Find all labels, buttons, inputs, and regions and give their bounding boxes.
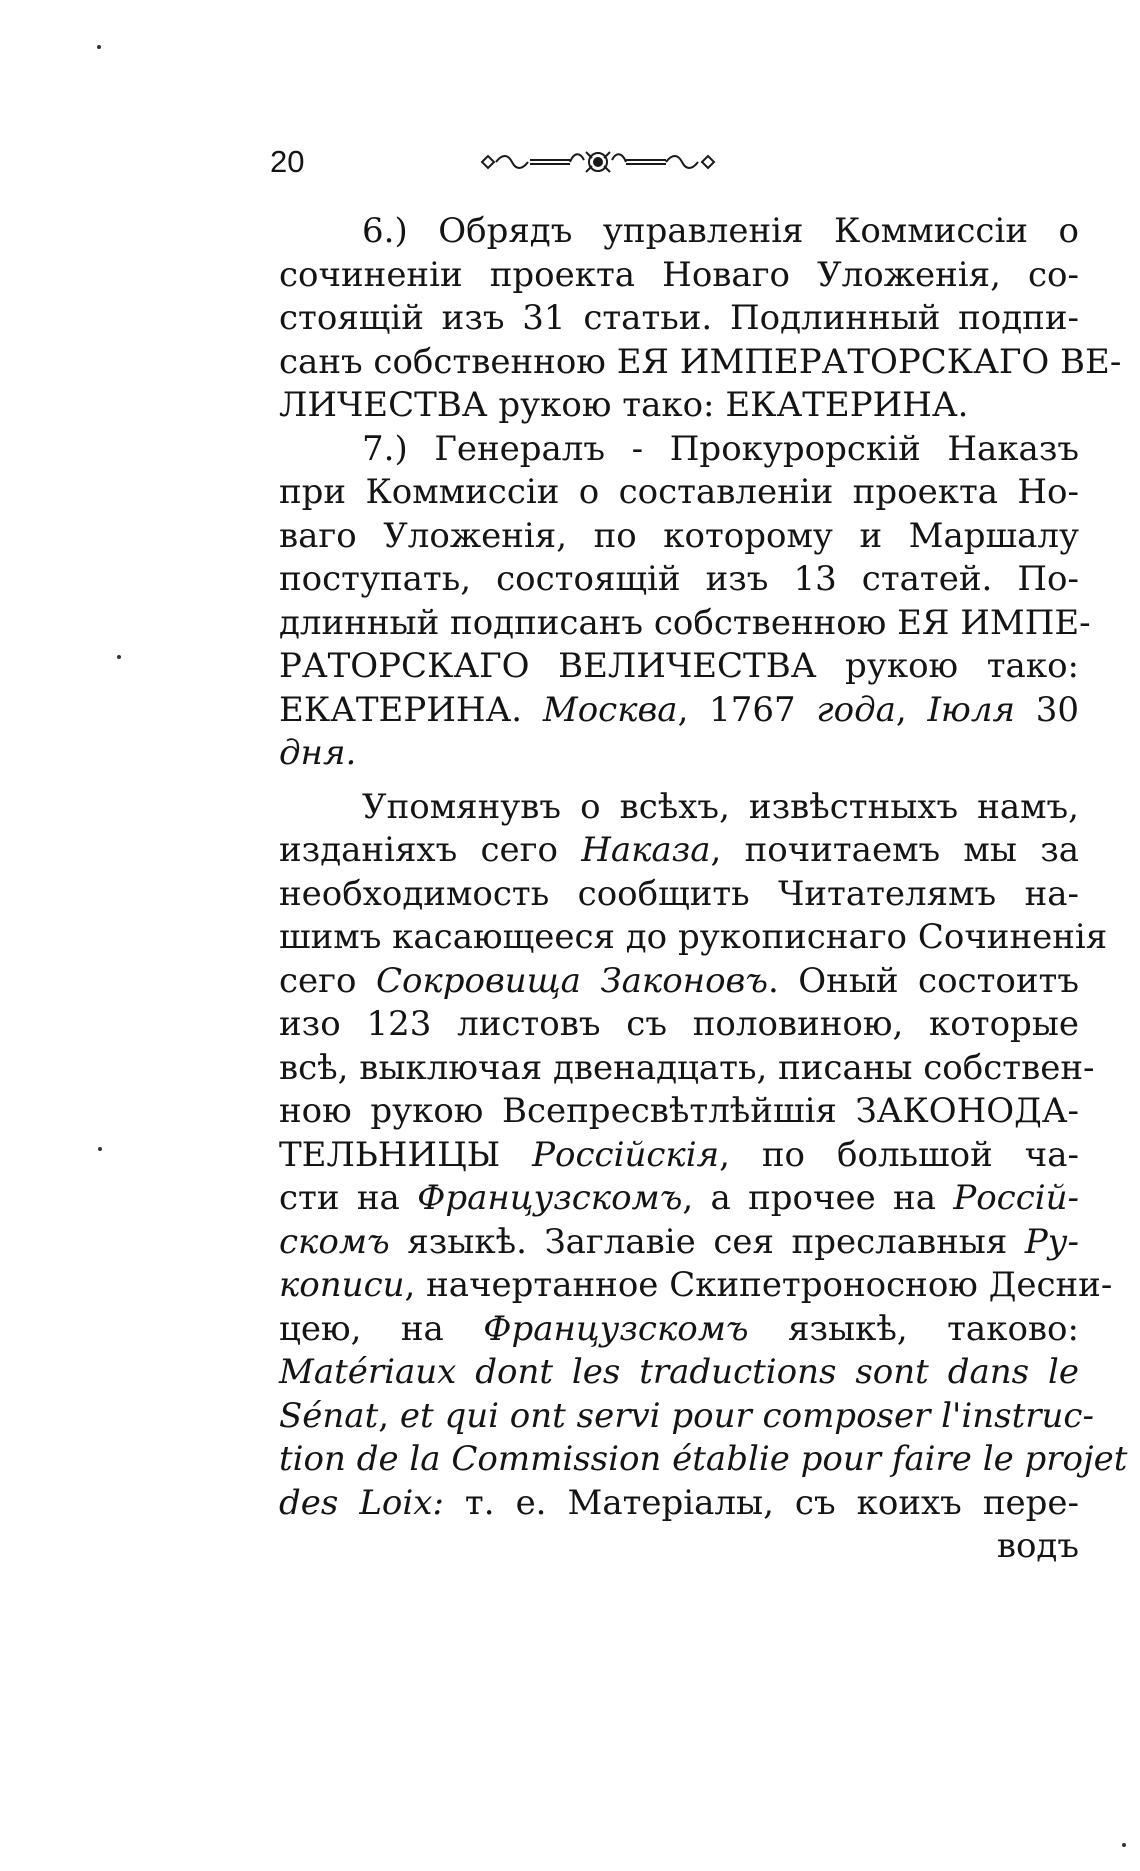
text-segment: , по большой ча- [719,1134,1080,1175]
text-line [279,829,1079,873]
italic-text: Французскомъ [417,1178,683,1218]
italic-text: дня. [279,733,357,773]
text-segment: , [378,1395,400,1436]
italic-text: Наказа [581,830,711,870]
text-segment: . Оный состоитъ [767,960,1079,1001]
text-line [279,254,1079,298]
italic-text: Сокровища Законовъ [375,960,768,1001]
text-line [279,1047,1095,1091]
text-segment: ЕКАТЕРИНА. [279,689,543,730]
text-line [279,471,1079,515]
text-segment: , почитаемъ мы за [710,830,1080,870]
italic-text: скомъ [279,1221,390,1262]
text-line [279,297,1079,341]
text-line [279,689,1079,733]
text-segment: ТЕЛЬНИЦЫ [279,1134,533,1175]
paragraph [279,210,1122,428]
text-segment: 30 [1015,689,1080,730]
italic-text: кописи [279,1265,405,1305]
text-segment: ною рукою Всепресвѣтлѣйшія ЗАКОНОДА- [279,1091,1079,1131]
text-segment: ЛИЧЕСТВА рукою тако: ЕКАТЕРИНА. [279,385,969,425]
text-segment: т. е. Матеріалы, съ коихъ пере- [443,1482,1079,1523]
text-segment: всѣ, выключая двенадцать, писаны собствен- [279,1047,1095,1088]
text-line [279,210,1079,254]
text-line [279,1003,1079,1047]
text-segment: шимъ касающееся до рукописнаго Сочиненія [279,917,1108,957]
italic-text: Ру- [1024,1221,1079,1262]
text-segment: , начертанное Скипетроносною Десни- [404,1265,1113,1305]
print-speck [117,655,121,659]
text-segment: цею, на [279,1308,484,1349]
text-segment: 6.) Обрядъ управленія Коммиссіи о [362,211,1079,251]
text-line [279,1308,1079,1352]
text-segment: длинный подписанъ собственною ЕЯ ИМПЕ- [279,602,1091,643]
text-line [279,1482,1079,1526]
text-segment: изданіяхъ сего [279,830,582,870]
text-segment: , 1767 [677,689,817,730]
text-segment: стоящій изъ 31 статьи. Подлинный подпи- [279,298,1079,338]
text-segment: необходимость сообщить Читателямъ на- [279,873,1079,914]
text-segment: сти на [279,1178,418,1218]
text-line [279,1264,1113,1308]
text-line [279,1177,1079,1221]
italic-text: des Loix: [279,1482,444,1523]
text-line [279,1438,1128,1482]
text-segment: изо 123 листовъ съ половиною, которые [279,1004,1079,1044]
italic-text: et qui ont servi pour composer l'instruc- [399,1395,1094,1436]
catchword: водъ [996,1526,1079,1566]
text-line [279,428,1079,472]
page-number: 20 [270,144,305,179]
text-segment: РАТОРСКАГО ВЕЛИЧЕСТВА рукою тако: [279,646,1079,686]
text-segment: санъ собственною ЕЯ ИМПЕРАТОРСКАГО ВЕ- [279,341,1122,382]
text-line [279,1351,1079,1395]
text-line [279,1221,1079,1265]
text-line [279,786,1079,830]
text-line [279,1090,1079,1134]
italic-text: года [816,689,896,730]
text-line [279,645,1079,689]
text-line [279,341,1122,385]
text-line [279,732,1079,776]
text-segment: ваго Уложенія, по которому и Маршалу [279,515,1079,556]
italic-text: Россійскія [532,1134,720,1175]
text-segment: сего [279,960,376,1001]
print-speck [98,1147,102,1151]
print-speck [97,45,101,49]
text-line [279,384,1079,428]
text-segment: 7.) Генералъ - Прокурорскій Наказъ [362,428,1079,469]
italic-text: Москва [542,689,678,730]
italic-text: Россій- [953,1178,1080,1218]
text-line [279,558,1079,602]
page-header [270,142,1070,182]
text-segment: поступать, состоящій изъ 13 статей. По- [279,559,1079,599]
text-line [279,873,1079,917]
paragraph [279,428,1091,776]
text-line [279,960,1079,1004]
text-line [279,1395,1094,1439]
text-segment: , [895,689,928,730]
text-body [279,210,1128,1569]
italic-text: Французскомъ [483,1308,749,1349]
italic-text: Іюля [927,689,1015,730]
print-speck [1122,1843,1126,1847]
italic-text: tion de la Commission établie pour faire le projet [279,1439,1128,1479]
text-segment: Упомянувъ о всѣхъ, извѣстныхъ намъ, [362,786,1079,827]
header-ornament-icon [478,146,718,178]
italic-text: Matériaux dont les traductions sont dans le [279,1352,1079,1392]
text-segment: языкѣ, таково: [748,1308,1079,1349]
italic-text: Sénat [279,1395,379,1436]
text-line [279,916,1108,960]
paragraph [279,786,1128,1526]
text-line [279,515,1079,559]
text-line [279,602,1091,646]
text-segment: , а прочее на [682,1178,954,1218]
text-line [279,1134,1079,1178]
text-segment: языкѣ. Заглавіе сея преславныя [389,1221,1025,1262]
text-segment: при Коммиссіи о составленіи проекта Но- [279,472,1079,512]
text-segment: сочиненіи проекта Новаго Уложенія, со- [279,254,1079,295]
